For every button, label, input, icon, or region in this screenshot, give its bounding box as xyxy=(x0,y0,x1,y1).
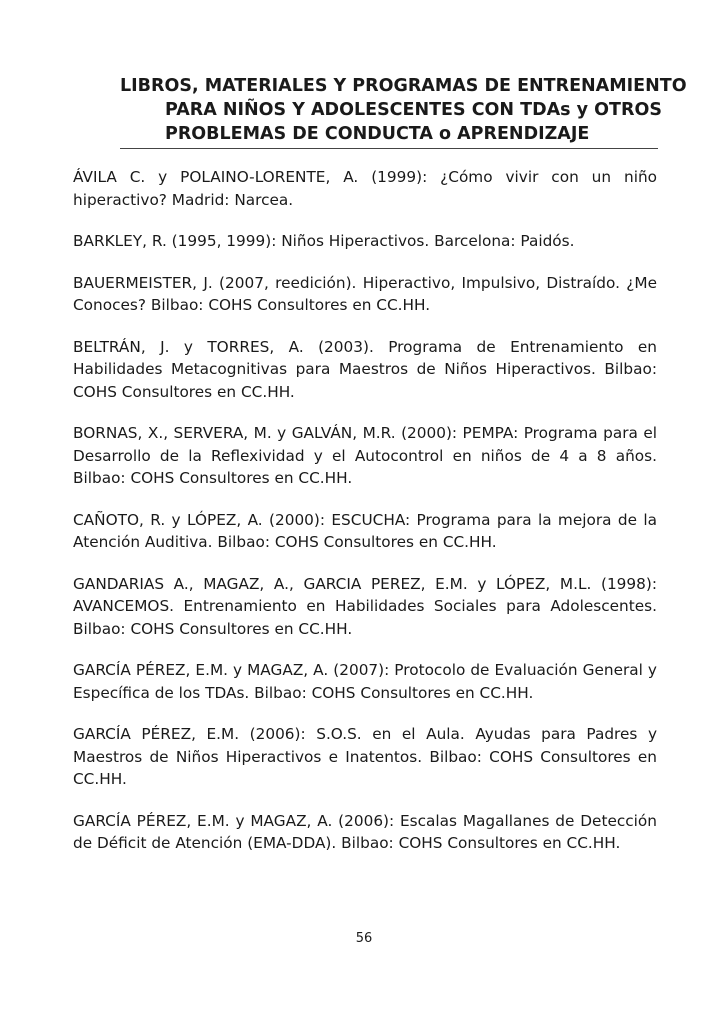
reference-item: GARCÍA PÉREZ, E.M. (2006): S.O.S. en el Aula. Ayudas para Padres y Maestros de Niños Hiperactivos e Inatentos. Bilbao: COHS Consultores en CC.HH. xyxy=(73,725,657,788)
reference-item: ÁVILA C. y POLAINO-LORENTE, A. (1999): ¿Cómo vivir con un niño hiperactivo? Madrid: Narcea. xyxy=(73,168,657,209)
reference-item: GARCÍA PÉREZ, E.M. y MAGAZ, A. (2006): Escalas Magallanes de Detección de Déficit de Atención (EMA-DDA). Bilbao: COHS Consultores en CC.HH. xyxy=(73,811,657,852)
title-line-2: PARA NIÑOS Y ADOLESCENTES CON TDAs y OTROS xyxy=(165,100,662,120)
reference-item: BELTRÁN, J. y TORRES, A. (2003). Programa de Entrenamiento en Habilidades Metacognitivas para Maestros de Niños Hiperactivos. Bilbao: COHS Consultores en CC.HH. xyxy=(73,337,657,401)
reference-list xyxy=(73,166,657,874)
reference-item: BORNAS, X., SERVERA, M. y GALVÁN, M.R. (2000): PEMPA: Programa para el Desarrollo de la Reflexividad y el Autocontrol en niños de 4 a 8 años. Bilbao: COHS Consultores en CC.HH. xyxy=(73,424,657,487)
reference-item: CAÑOTO, R. y LÓPEZ, A. (2000): ESCUCHA: Programa para la mejora de la Atención Auditiva. Bilbao: COHS Consultores en CC.HH. xyxy=(73,510,657,551)
title-underline xyxy=(120,148,658,149)
page-title xyxy=(120,74,687,146)
reference-item: GARCÍA PÉREZ, E.M. y MAGAZ, A. (2007): Protocolo de Evaluación General y Específica de los TDAs. Bilbao: COHS Consultores en CC.HH. xyxy=(73,661,657,702)
reference-item: BAUERMEISTER, J. (2007, reedición). Hiperactivo, Impulsivo, Distraído. ¿Me Conoces? Bilbao: COHS Consultores en CC.HH. xyxy=(73,273,657,314)
reference-item: GANDARIAS A., MAGAZ, A., GARCIA PEREZ, E.M. y LÓPEZ, M.L. (1998): AVANCEMOS. Entrenamiento en Habilidades Sociales para Adolescentes. Bilbao: COHS Consultores en CC.HH. xyxy=(73,574,657,638)
title-line-3: PROBLEMAS DE CONDUCTA o APRENDIZAJE xyxy=(165,124,590,144)
page-number: 56 xyxy=(355,931,373,946)
title-line-1: LIBROS, MATERIALES Y PROGRAMAS DE ENTRENAMIENTO xyxy=(120,76,687,96)
reference-item: BARKLEY, R. (1995, 1999): Niños Hiperactivos. Barcelona: Paidós. xyxy=(73,232,575,250)
